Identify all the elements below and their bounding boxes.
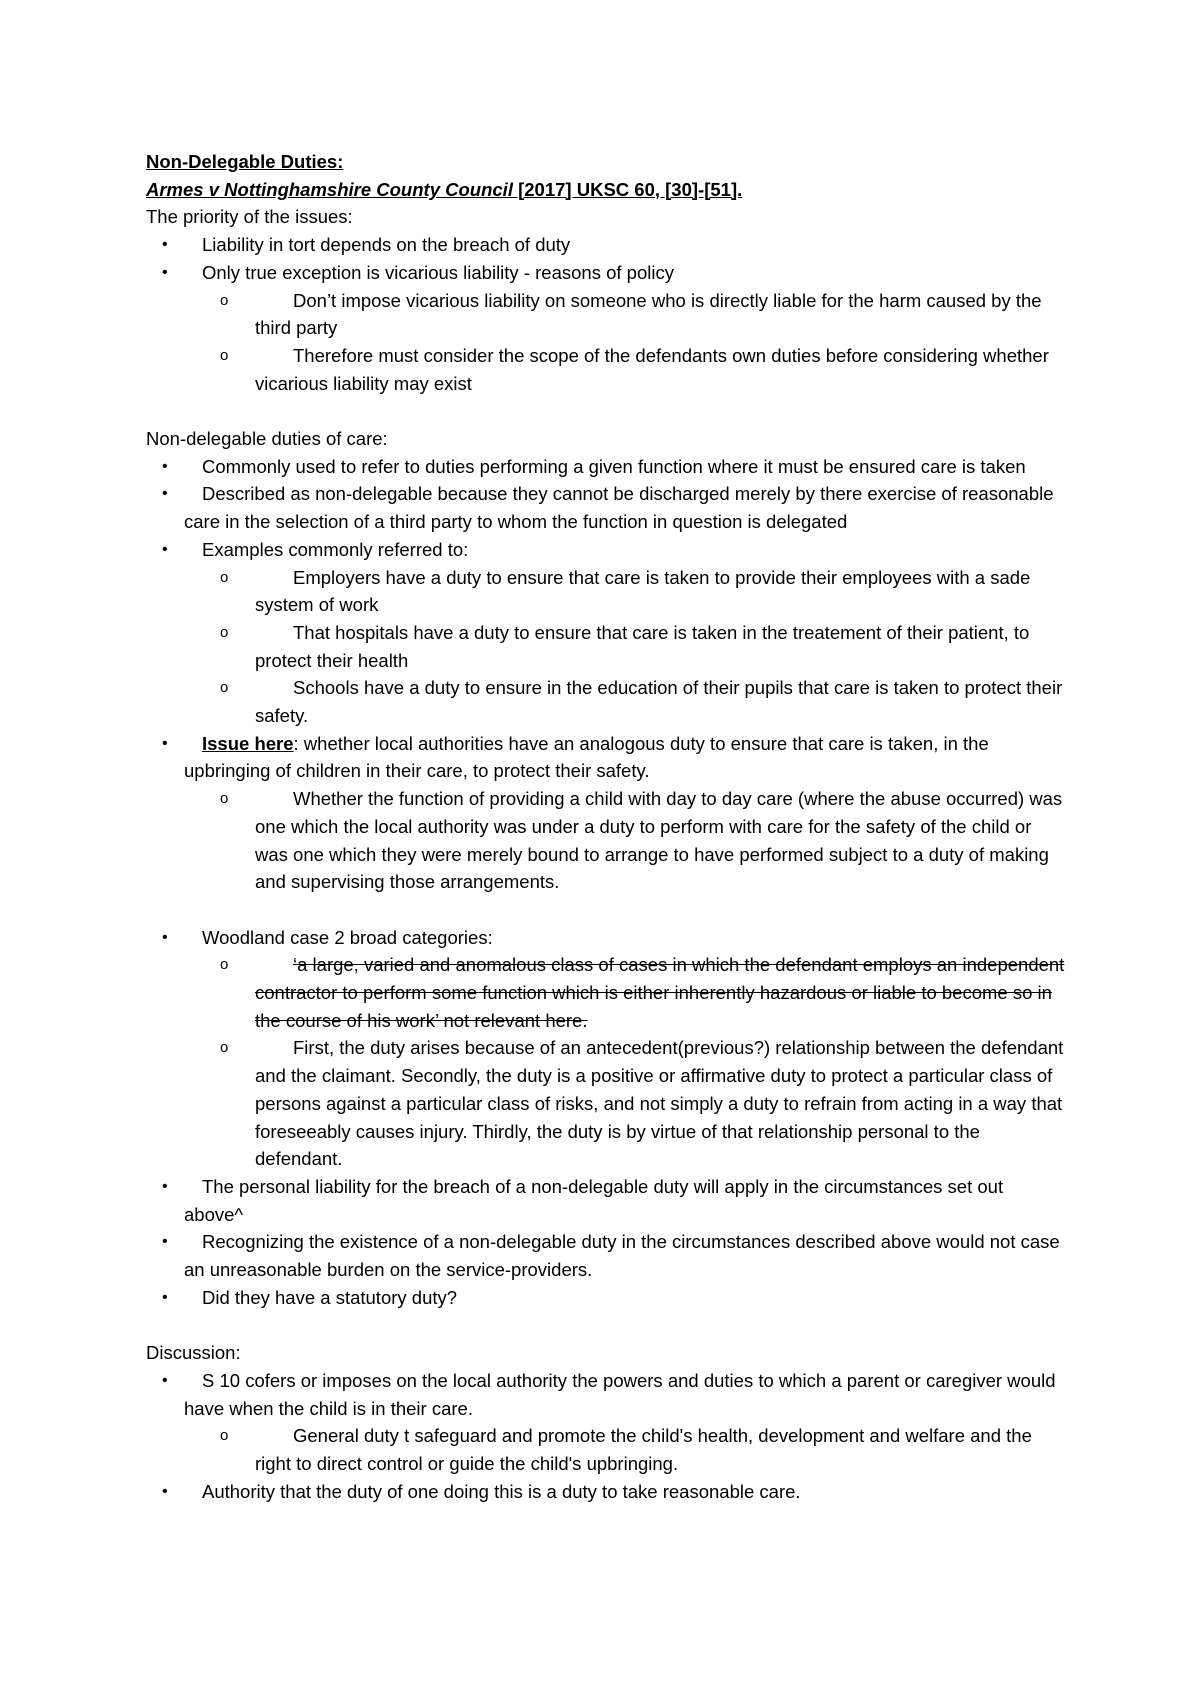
circle-bullet-icon: o	[220, 346, 229, 364]
list-item: • Examples commonly referred to:	[146, 536, 1066, 564]
list-item: • Woodland case 2 broad categories:	[146, 924, 1066, 952]
ndd-heading: Non-delegable duties of care:	[146, 428, 388, 450]
bullet-icon: •	[162, 236, 168, 254]
sub-list-item: o Therefore must consider the scope of the defendants own duties before considering whether vicarious liability may exist	[146, 342, 1066, 397]
circle-bullet-icon: o	[220, 568, 229, 586]
sub-list-item: o General duty t safeguard and promote the child's health, development and welfare and the right to direct control or guide the child's upbringing.	[146, 1422, 1066, 1477]
bullet-icon: •	[162, 1233, 168, 1251]
list-item: • Described as non-delegable because they cannot be discharged merely by there exercise of reasonable care in the selection of a third party to whom the function in question is delegated	[146, 480, 1066, 535]
bullet-icon: •	[162, 1288, 168, 1306]
sub-list-item: o First, the duty arises because of an antecedent(previous?) relationship between the defendant and the claimant. Secondly, the duty is a positive or affirmative duty to protect a particular class of persons against a particular class of risks, and not simply a duty to refrain from acting in a way that foreseeably causes injury. Thirdly, the duty is by virtue of that relationship personal to the defendant.	[146, 1034, 1066, 1173]
bullet-icon: •	[162, 1177, 168, 1195]
case-name: Armes v Nottinghamshire County Council	[146, 178, 513, 200]
sub-list-item: o Employers have a duty to ensure that care is taken to provide their employees with a sade system of work	[146, 564, 1066, 619]
discussion-heading: Discussion:	[146, 1342, 241, 1364]
list-item: • Authority that the duty of one doing this is a duty to take reasonable care.	[146, 1478, 1066, 1506]
bullet-icon: •	[162, 485, 168, 503]
bullet-icon: •	[162, 1371, 168, 1389]
list-item: • Liability in tort depends on the breach of duty	[146, 231, 1066, 259]
issue-label: Issue here	[202, 732, 294, 754]
circle-bullet-icon: o	[220, 679, 229, 697]
priority-heading: The priority of the issues:	[146, 206, 353, 228]
circle-bullet-icon: o	[220, 623, 229, 641]
struck-text: ‘a large, varied and anomalous class of cases in which the defendant employs an independent contractor to perform some function which is either inherently hazardous or liable to become so in the course of his work’ not relevant here.	[255, 954, 1065, 1031]
case-citation	[146, 176, 1066, 204]
circle-bullet-icon: o	[220, 1039, 229, 1057]
circle-bullet-icon: o	[220, 956, 229, 974]
list-item: • Only true exception is vicarious liability - reasons of policy	[146, 259, 1066, 287]
bullet-icon: •	[162, 540, 168, 558]
woodland-list	[146, 924, 1066, 1312]
document-title: Non-Delegable Duties:	[146, 151, 344, 172]
sub-list-item: o Whether the function of providing a child with day to day care (where the abuse occurred) was one which the local authority was under a duty to perform with care for the safety of the child or was one which they were merely bound to arrange to have performed subject to a duty of making and supervising those arrangements.	[146, 785, 1066, 896]
sub-list-item	[146, 951, 1066, 1034]
list-item: • Commonly used to refer to duties performing a given function where it must be ensured care is taken	[146, 453, 1066, 481]
ndd-list	[146, 453, 1066, 896]
circle-bullet-icon: o	[220, 291, 229, 309]
sub-list-item: o Don’t impose vicarious liability on someone who is directly liable for the harm caused by the third party	[146, 287, 1066, 342]
circle-bullet-icon: o	[220, 790, 229, 808]
sub-list-item: o That hospitals have a duty to ensure that care is taken in the treatement of their patient, to protect their health	[146, 619, 1066, 674]
list-item: • Issue here: whether local authorities have an analogous duty to ensure that care is taken, in the upbringing of children in their care, to protect their safety.	[146, 730, 1066, 785]
case-reference: [2017] UKSC 60, [30]-[51].	[512, 178, 743, 200]
list-item: • S 10 cofers or imposes on the local authority the powers and duties to which a parent or caregiver would have when the child is in their care.	[146, 1367, 1066, 1422]
list-item: • Did they have a statutory duty?	[146, 1284, 1066, 1312]
bullet-icon: •	[162, 734, 168, 752]
sub-list-item: o Schools have a duty to ensure in the education of their pupils that care is taken to protect their safety.	[146, 674, 1066, 729]
list-item: • Recognizing the existence of a non-delegable duty in the circumstances described above would not case an unreasonable burden on the service-providers.	[146, 1228, 1066, 1283]
document-body	[146, 148, 1066, 1505]
circle-bullet-icon: o	[220, 1427, 229, 1445]
bullet-icon: •	[162, 928, 168, 946]
bullet-icon: •	[162, 1482, 168, 1500]
discussion-list	[146, 1367, 1066, 1506]
list-item: • The personal liability for the breach of a non-delegable duty will apply in the circumstances set out above^	[146, 1173, 1066, 1228]
priority-list	[146, 231, 1066, 397]
bullet-icon: •	[162, 263, 168, 281]
bullet-icon: •	[162, 457, 168, 475]
